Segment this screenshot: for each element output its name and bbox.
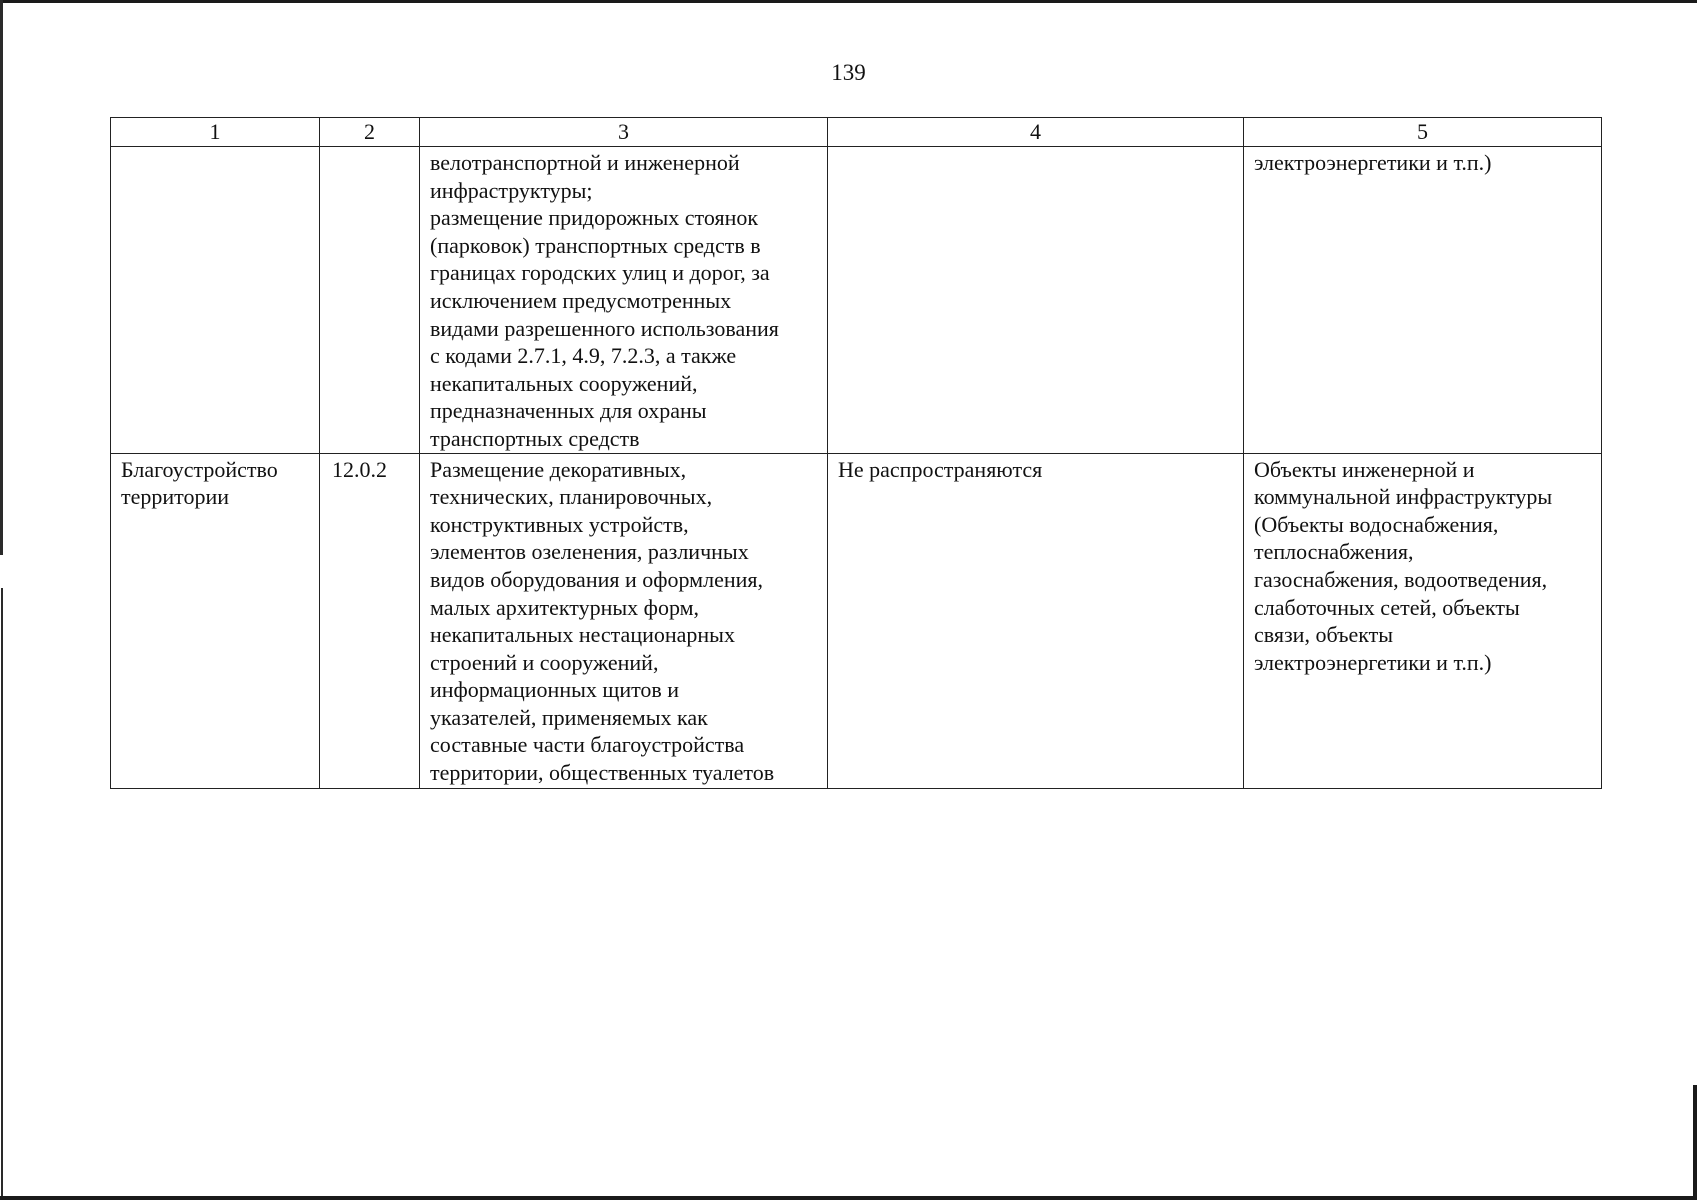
column-header-2: 2 xyxy=(320,118,420,147)
cell-text-line: территории xyxy=(121,484,230,510)
scan-edge-left-lower xyxy=(1,588,3,1200)
scan-edge-top xyxy=(0,0,1697,3)
page-number: 139 xyxy=(831,60,866,85)
cell-text-line: 12.0.2 xyxy=(332,456,387,482)
table-header-row xyxy=(111,118,1602,147)
cell-text-line: границах городских улиц и дорог, за xyxy=(430,260,770,286)
cell-text-line: Не распространяются xyxy=(838,456,1043,482)
cell-text-line: видами разрешенного использования xyxy=(430,315,779,341)
scan-edge-bottom xyxy=(0,1196,1697,1200)
cell-text-line: транспортных средств xyxy=(430,425,640,451)
cell-text-line: Благоустройство xyxy=(121,456,278,482)
cell-text-line: некапитальных нестационарных xyxy=(430,622,735,648)
cell-text-line: некапитальных сооружений, xyxy=(430,370,698,396)
table-row xyxy=(111,453,1602,788)
cell-text-line: (парковок) транспортных средств в xyxy=(430,232,761,258)
column-header-3: 3 xyxy=(420,118,828,147)
cell-text-line: связи, объекты xyxy=(1254,622,1394,648)
cell-land-use-code xyxy=(320,147,420,454)
cell-description xyxy=(420,453,828,788)
cell-text-line: инфраструктуры; xyxy=(430,177,593,203)
cell-text-line: коммунальной инфраструктуры xyxy=(1254,484,1553,510)
cell-restrictions xyxy=(828,147,1244,454)
cell-land-use-name xyxy=(111,147,320,454)
cell-restrictions xyxy=(828,453,1244,788)
column-header-1: 1 xyxy=(111,118,320,147)
cell-text-line: теплоснабжения, xyxy=(1254,539,1414,565)
cell-text-line: конструктивных устройств, xyxy=(430,511,689,537)
cell-text-line: исключением предусмотренных xyxy=(430,287,732,313)
cell-text-line: размещение придорожных стоянок xyxy=(430,205,759,231)
cell-permitted-objects xyxy=(1244,147,1602,454)
cell-text-line: видов оборудования и оформления, xyxy=(430,566,764,592)
cell-permitted-objects xyxy=(1244,453,1602,788)
cell-text-line: Объекты инженерной и xyxy=(1254,456,1475,482)
cell-land-use-code xyxy=(320,453,420,788)
column-header-4: 4 xyxy=(828,118,1244,147)
column-header-5: 5 xyxy=(1244,118,1602,147)
cell-text-line: электроэнергетики и т.п.) xyxy=(1254,649,1492,675)
cell-text-line: предназначенных для охраны xyxy=(430,398,707,424)
cell-text-line: Размещение декоративных, xyxy=(430,456,687,482)
land-use-table xyxy=(110,117,1602,789)
cell-text-line: слаботочных сетей, объекты xyxy=(1254,594,1520,620)
cell-text-line: велотранспортной и инженерной xyxy=(430,150,740,175)
cell-text-line: составные части благоустройства xyxy=(430,732,745,758)
cell-text-line: малых архитектурных форм, xyxy=(430,594,700,620)
cell-text-line: территории, общественных туалетов xyxy=(430,760,775,786)
cell-text-line: с кодами 2.7.1, 4.9, 7.2.3, а также xyxy=(430,343,737,369)
cell-text-line: строений и сооружений, xyxy=(430,649,659,675)
cell-land-use-name xyxy=(111,453,320,788)
cell-text-line: (Объекты водоснабжения, xyxy=(1254,511,1499,537)
cell-text-line: электроэнергетики и т.п.) xyxy=(1254,150,1492,175)
cell-description xyxy=(420,147,828,454)
cell-text-line: элементов озеленения, различных xyxy=(430,539,749,565)
cell-text-line: информационных щитов и xyxy=(430,677,680,703)
scan-edge-right xyxy=(1693,1085,1697,1200)
cell-text-line: газоснабжения, водоотведения, xyxy=(1254,566,1548,592)
table-row xyxy=(111,147,1602,454)
cell-text-line: технических, планировочных, xyxy=(430,484,713,510)
cell-text-line: указателей, применяемых как xyxy=(430,704,708,730)
